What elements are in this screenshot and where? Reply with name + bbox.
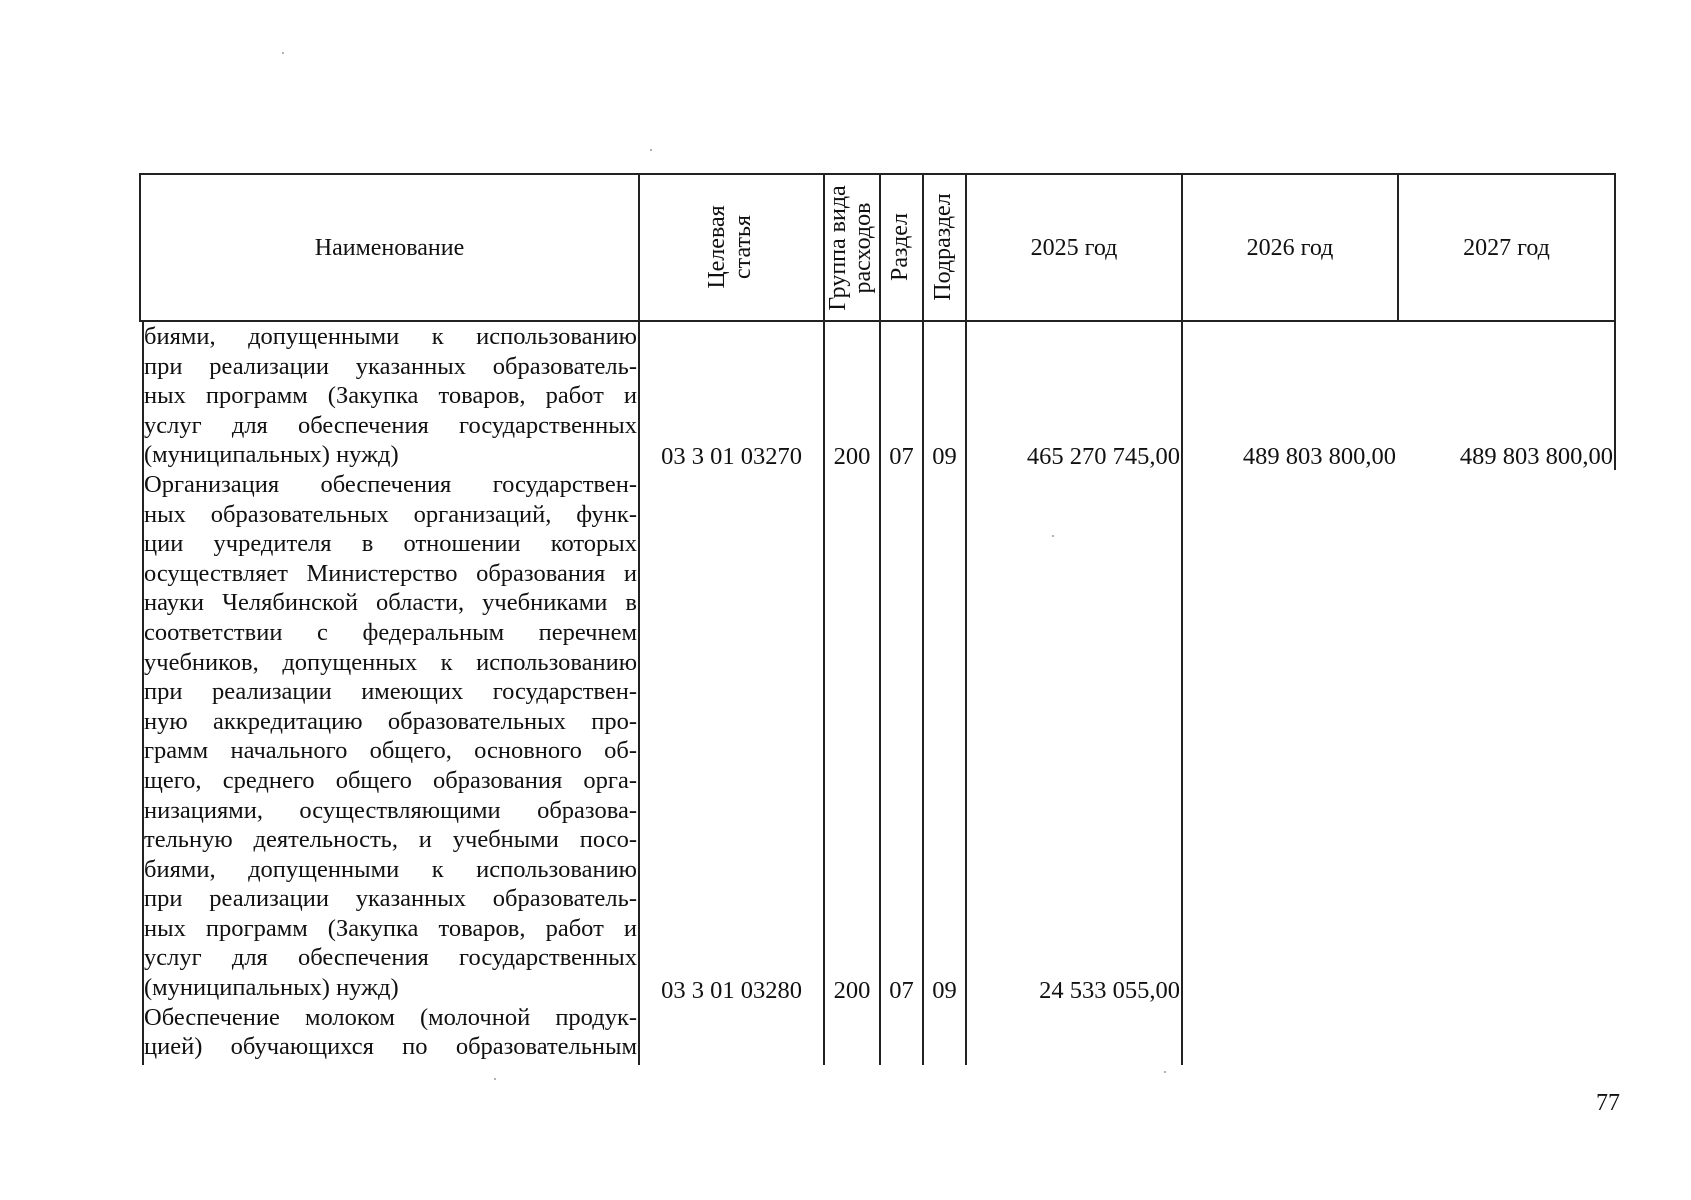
cell-year-2025: 24 533 055,00 [1039, 977, 1180, 1004]
cell-year-2027: 489 803 800,00 [1459, 443, 1613, 470]
name-line: Обеспечение молоком (молочной продук- [144, 1003, 637, 1031]
col-divider [638, 173, 640, 1065]
name-line: при реализации указанных образователь- [144, 352, 637, 380]
header-year-2026: 2026 год [1246, 234, 1334, 261]
cell-section: 07 [889, 443, 914, 470]
col-divider [922, 173, 924, 1065]
header-target-article: Целевая статья [704, 205, 756, 289]
name-line: тельную деятельность, и учебными посо- [144, 826, 637, 854]
scan-speck [1164, 1071, 1166, 1073]
name-line: ции учредителя в отношении которых [144, 530, 637, 558]
scan-speck [1052, 535, 1054, 537]
name-line: цией) обучающихся по образовательным [144, 1033, 637, 1061]
scan-speck [650, 149, 652, 151]
name-line: при реализации указанных образователь- [144, 885, 637, 913]
name-line: учебников, допущенных к использованию [144, 648, 637, 676]
name-line: грамм начального общего, основного об- [144, 737, 637, 765]
name-line: услуг для обеспечения государственных [144, 944, 637, 972]
header-year-2027: 2027 год [1463, 234, 1550, 261]
name-line: биями, допущенными к использованию [144, 855, 637, 883]
scan-speck [494, 1078, 496, 1080]
cell-expense-group: 200 [833, 443, 871, 470]
name-line: науки Челябинской области, учебниками в [144, 589, 637, 617]
name-line: биями, допущенными к использованию [144, 323, 637, 350]
cell-expense-group: 200 [833, 977, 871, 1004]
name-line: (муниципальных) нужд) [144, 974, 399, 1002]
cell-subsection: 09 [932, 977, 957, 1004]
header-name: Наименование [314, 234, 465, 261]
name-line: ных программ (Закупка товаров, работ и [144, 382, 637, 410]
header-year-2025: 2025 год [1030, 234, 1118, 261]
page-number: 77 [1596, 1090, 1620, 1116]
name-column-text [144, 322, 637, 1062]
cell-year-2026: 489 803 800,00 [1242, 443, 1396, 470]
col-divider [1614, 320, 1616, 470]
header-subsection: Подраздел [930, 193, 956, 301]
cell-target-article: 03 3 01 03270 [661, 443, 802, 470]
name-line: услуг для обеспечения государственных [144, 411, 637, 439]
cell-subsection: 09 [932, 443, 957, 470]
col-divider [1614, 173, 1616, 321]
name-line: низациями, осуществляющими образова- [144, 796, 637, 824]
col-divider [879, 173, 881, 1065]
header-section: Раздел [887, 213, 913, 281]
name-line: осуществляет Министерство образования и [144, 559, 637, 587]
name-line: (муниципальных) нужд) [144, 441, 399, 469]
cell-target-article: 03 3 01 03280 [661, 977, 802, 1004]
name-line: ных программ (Закупка товаров, работ и [144, 914, 637, 942]
cell-year-2025: 465 270 745,00 [1026, 443, 1180, 470]
header-expense-group: Группа вида расходов [825, 185, 876, 311]
name-line: щего, среднего общего образования орга- [144, 766, 637, 794]
scan-speck [282, 52, 284, 54]
name-line: при реализации имеющих государствен- [144, 678, 637, 706]
cell-section: 07 [889, 977, 914, 1004]
name-line: ных образовательных организаций, функ- [144, 500, 637, 528]
name-line: Организация обеспечения государствен- [144, 470, 637, 498]
name-line: соответствии с федеральным перечнем [144, 618, 637, 646]
name-line: ную аккредитацию образовательных про- [144, 707, 637, 735]
